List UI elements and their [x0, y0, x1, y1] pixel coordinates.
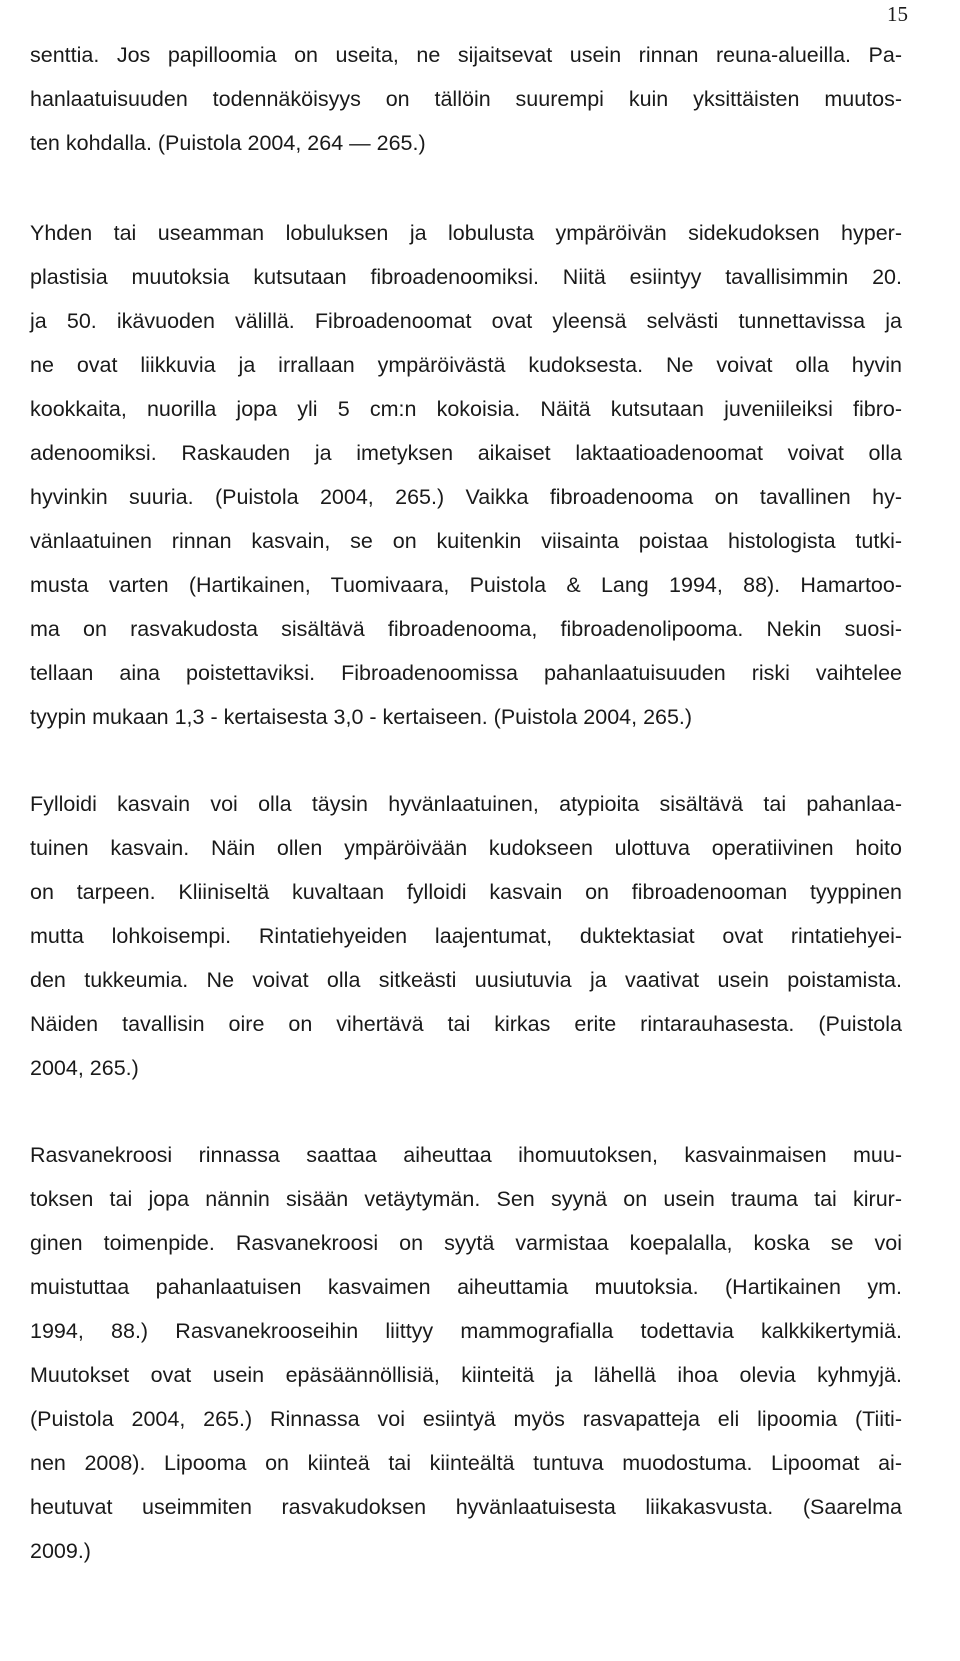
text-line: adenoomiksi. Raskauden ja imetyksen aikaiset laktaatioadenoomat voivat olla — [30, 441, 902, 465]
text-line: mutta lohkoisempi. Rintatiehyeiden laajentumat, duktektasiat ovat rintatiehyei- — [30, 924, 902, 948]
text-line: Fylloidi kasvain voi olla täysin hyvänlaatuinen, atypioita sisältävä tai pahanlaa- — [30, 792, 902, 816]
text-line: ginen toimenpide. Rasvanekroosi on syytä varmistaa koepalalla, koska se voi — [30, 1231, 902, 1255]
paragraph-papilloma — [30, 33, 902, 165]
text-line: 1994, 88.) Rasvanekrooseihin liittyy mammografialla todettavia kalkkikertymiä. — [30, 1319, 902, 1343]
paragraph-phyllodes — [30, 782, 902, 1090]
text-line: toksen tai jopa nännin sisään vetäytymän. Sen syynä on usein trauma tai kirur- — [30, 1187, 902, 1211]
text-line: hyvinkin suuria. (Puistola 2004, 265.) Vaikka fibroadenooma on tavallinen hy- — [30, 485, 902, 509]
text-line: 2009.) — [30, 1539, 91, 1563]
text-line: ja 50. ikävuoden välillä. Fibroadenoomat ovat yleensä selvästi tunnettavissa ja — [30, 309, 902, 333]
text-line: vänlaatuinen rinnan kasvain, se on kuitenkin viisainta poistaa histologista tutki- — [30, 529, 902, 553]
text-line: on tarpeen. Kliiniseltä kuvaltaan fylloidi kasvain on fibroadenooman tyyppinen — [30, 880, 902, 904]
text-line: kookkaita, nuorilla jopa yli 5 cm:n kokoisia. Näitä kutsutaan juveniileiksi fibro- — [30, 397, 902, 421]
text-line: ma on rasvakudosta sisältävä fibroadenooma, fibroadenolipooma. Nekin suosi- — [30, 617, 902, 641]
text-line: Rasvanekroosi rinnassa saattaa aiheuttaa ihomuutoksen, kasvainmaisen muu- — [30, 1143, 902, 1167]
text-line: Näiden tavallisin oire on vihertävä tai kirkas erite rintarauhasesta. (Puistola — [30, 1012, 902, 1036]
text-line: hanlaatuisuuden todennäköisyys on tällöin suurempi kuin yksittäisten muutos- — [30, 87, 902, 111]
text-line: heutuvat useimmiten rasvakudoksen hyvänlaatuisesta liikakasvusta. (Saarelma — [30, 1495, 902, 1519]
paragraph-fibroadenoma — [30, 211, 902, 739]
text-line: senttia. Jos papilloomia on useita, ne sijaitsevat usein rinnan reuna-alueilla. Pa- — [30, 43, 902, 67]
text-line: muistuttaa pahanlaatuisen kasvaimen aiheuttamia muutoksia. (Hartikainen ym. — [30, 1275, 902, 1299]
text-line: musta varten (Hartikainen, Tuomivaara, Puistola & Lang 1994, 88). Hamartoo- — [30, 573, 902, 597]
text-line: Yhden tai useamman lobuluksen ja lobulusta ympäröivän sidekudoksen hyper- — [30, 221, 902, 245]
text-line: tuinen kasvain. Näin ollen ympäröivään kudokseen ulottuva operatiivinen hoito — [30, 836, 902, 860]
text-line: tellaan aina poistettaviksi. Fibroadenoomissa pahanlaatuisuuden riski vaihtelee — [30, 661, 902, 685]
text-line: nen 2008). Lipooma on kiinteä tai kiinteältä tuntuva muodostuma. Lipoomat ai- — [30, 1451, 902, 1475]
page-number: 15 — [887, 2, 908, 26]
text-line: ne ovat liikkuvia ja irrallaan ympäröivästä kudoksesta. Ne voivat olla hyvin — [30, 353, 902, 377]
text-line: ten kohdalla. (Puistola 2004, 264 — 265.) — [30, 131, 426, 155]
text-line: 2004, 265.) — [30, 1056, 139, 1080]
paragraph-fat-necrosis — [30, 1133, 902, 1573]
text-line: Muutokset ovat usein epäsäännöllisiä, kiinteitä ja lähellä ihoa olevia kyhmyjä. — [30, 1363, 902, 1387]
text-line: plastisia muutoksia kutsutaan fibroadenoomiksi. Niitä esiintyy tavallisimmin 20. — [30, 265, 902, 289]
text-line: tyypin mukaan 1,3 - kertaisesta 3,0 - kertaiseen. (Puistola 2004, 265.) — [30, 705, 693, 729]
text-line: den tukkeumia. Ne voivat olla sitkeästi uusiutuvia ja vaativat usein poistamista. — [30, 968, 902, 992]
text-line: (Puistola 2004, 265.) Rinnassa voi esiintyä myös rasvapatteja eli lipoomia (Tiiti- — [30, 1407, 902, 1431]
